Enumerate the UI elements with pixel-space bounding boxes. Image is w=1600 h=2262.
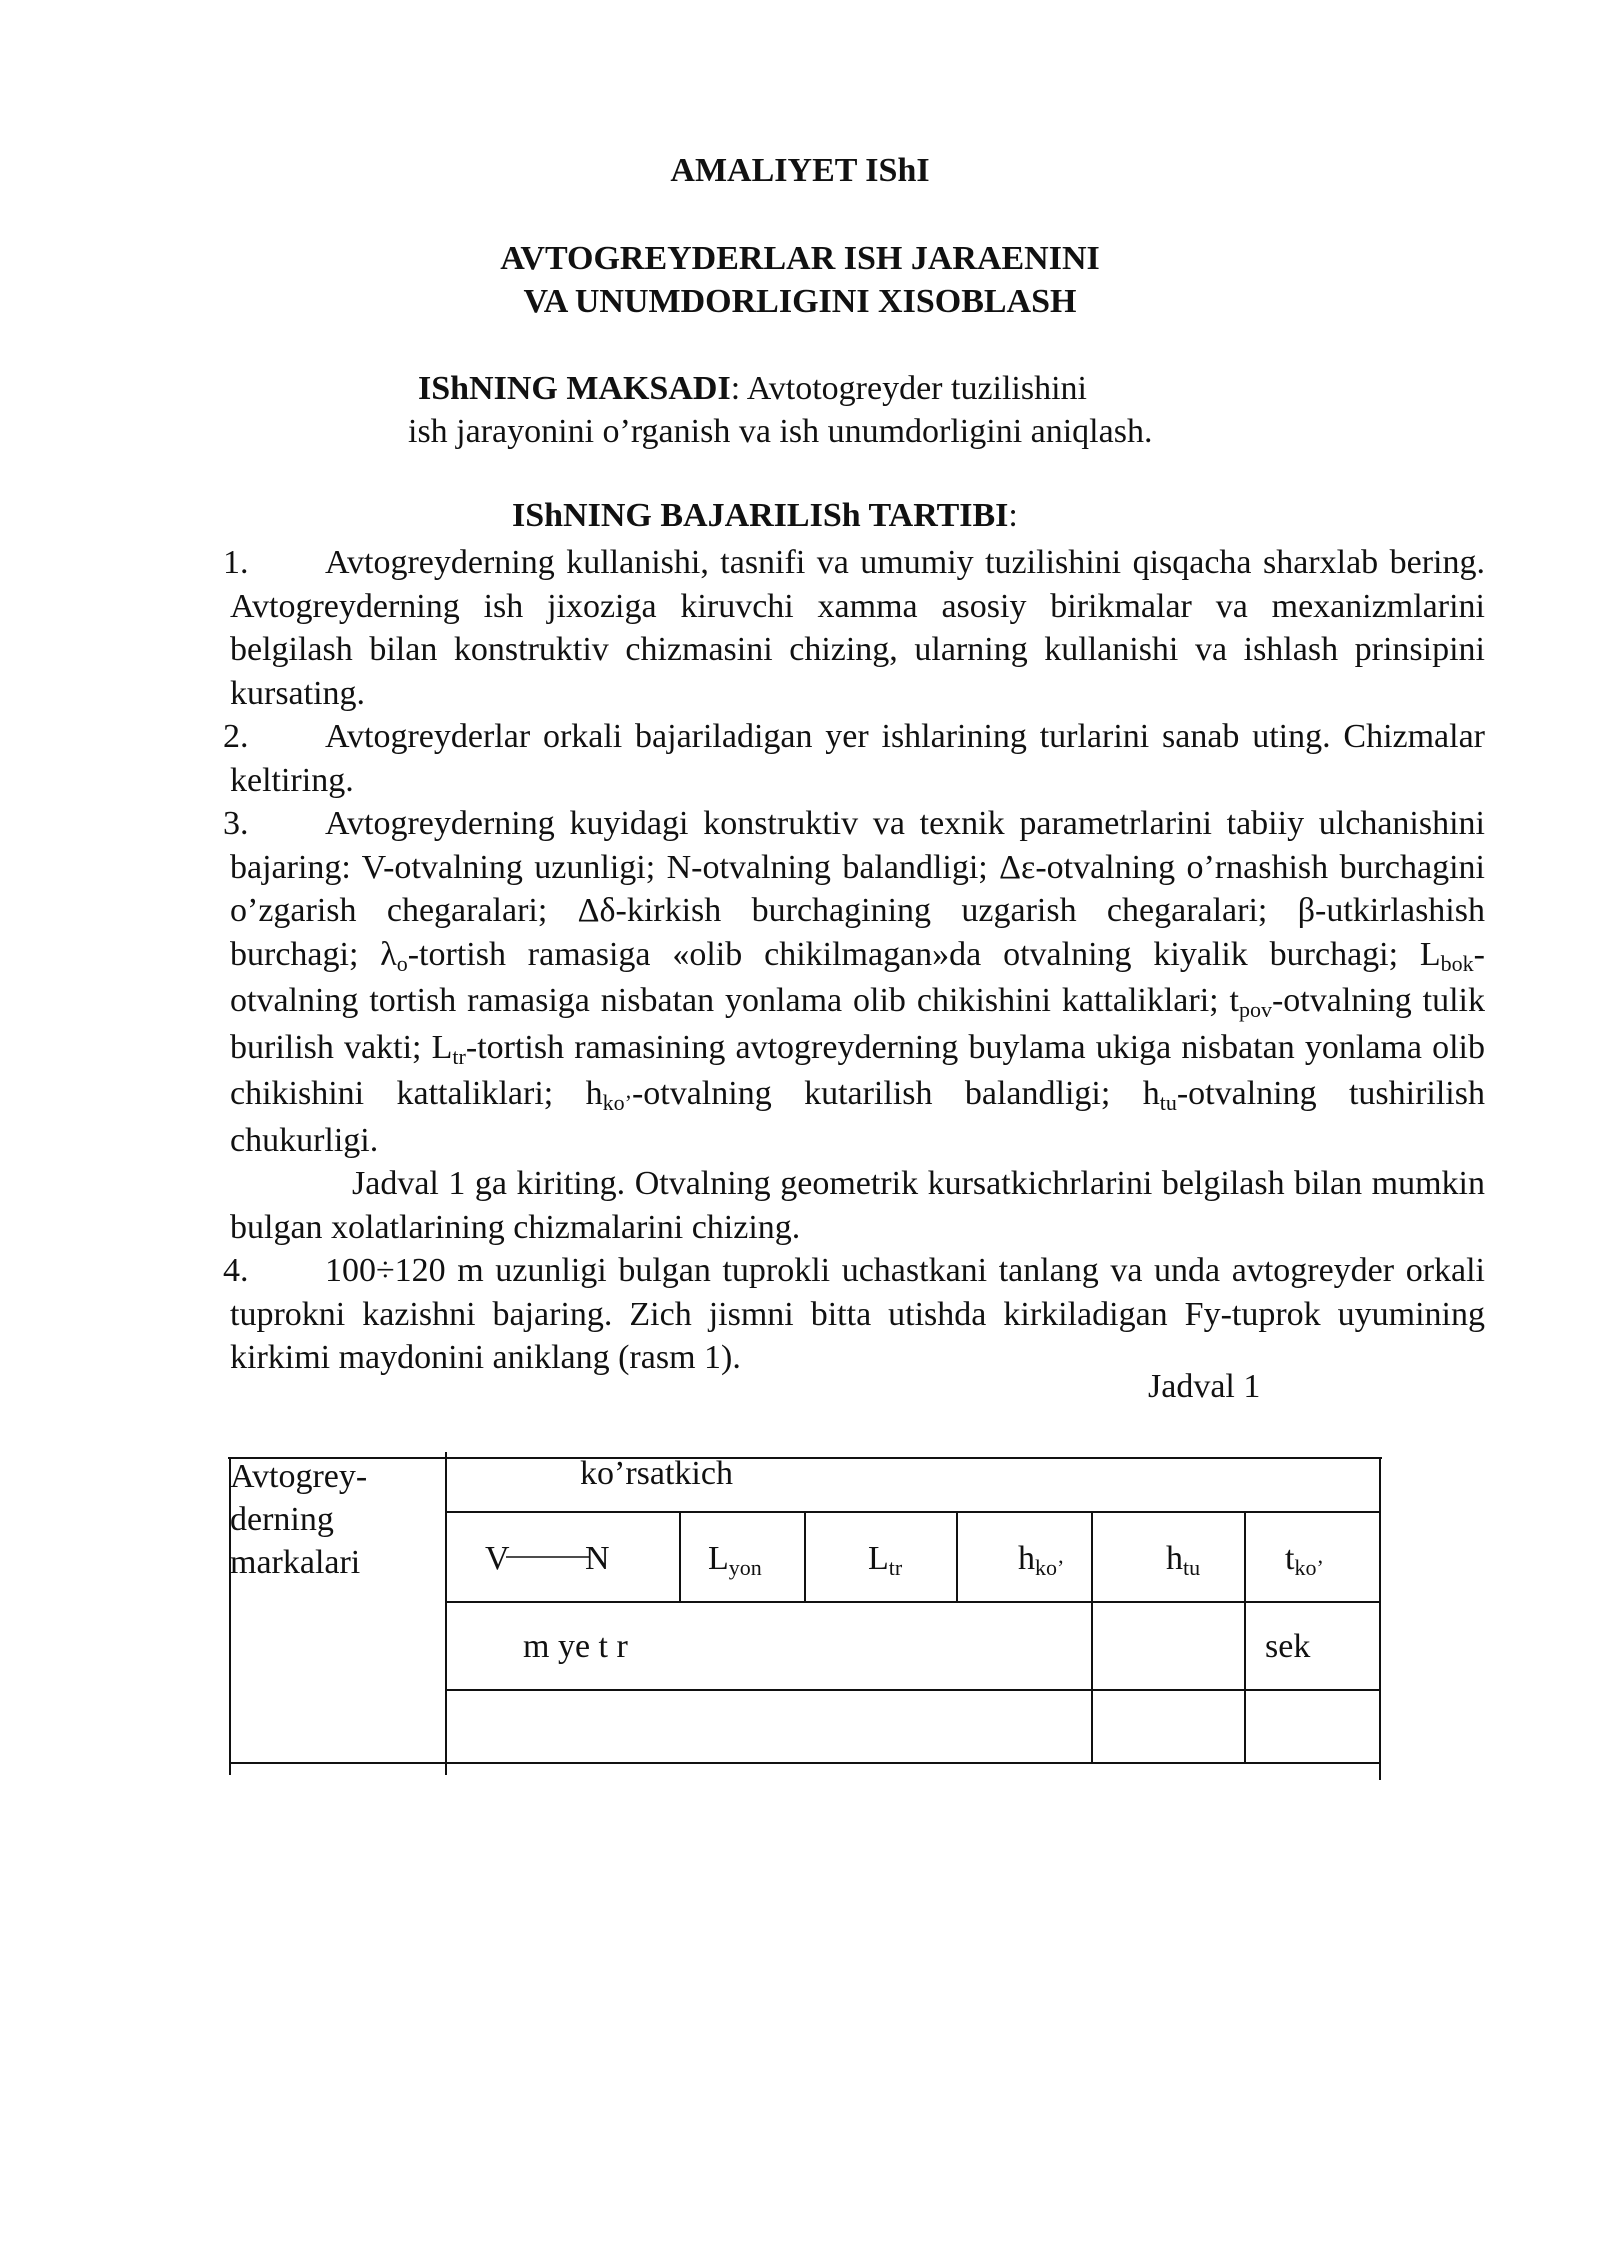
table-col-n: N — [585, 1540, 610, 1577]
goal-label: IShNING MAKSADI — [418, 370, 731, 407]
table-col-v: V — [485, 1540, 510, 1577]
table-col-ltr: Ltr — [868, 1540, 903, 1580]
table-group-header: ko’rsatkich — [580, 1455, 733, 1492]
document-title: AMALIYET IShI — [670, 152, 930, 189]
table-unit-meters: m ye t r — [523, 1628, 628, 1665]
table-col-htu: htu — [1166, 1540, 1201, 1580]
document-subtitle-line1: AVTOGREYDERLAR ISH JARAENINI — [500, 240, 1100, 277]
procedure-item-4: 4. 100÷120 m uzunligi bulgan tuprokli uchastkani tanlang va unda avtogreyder orkali tuprokni kazishni bajaring. Zich jismni bitta utishda kirkiladigan Fy-tuprok uyumining kirkimi maydonini aniklang (rasm 1). — [223, 1252, 1485, 1376]
goal-line2: ish jarayonini o’rganish va ish unumdorligini aniqlash. — [408, 413, 1153, 450]
table-row-header: Avtogrey- derning markalari — [230, 1458, 368, 1581]
table-col-hko: hko’ — [1018, 1540, 1065, 1580]
table-col-tko: tko’ — [1285, 1540, 1324, 1580]
procedure-body — [223, 541, 1485, 1380]
procedure-heading: IShNING BAJARILISh TARTIBI: — [512, 497, 1018, 534]
table-caption: Jadval 1 — [1148, 1368, 1261, 1405]
procedure-item-3: 3. Avtogreyderning kuyidagi konstruktiv va texnik parametrlarini tabiiy ulchanishini bajaring: V-otvalning uzunligi; N-otvalning balandligi; Δε-otvalning o’rnashish burchagini o’zgarish chegaralari; Δδ-kirkish burchagining uzgarish chegaralari; β-utkirlashish burchagi; λo-tortish ramasiga «olib chikilmagan»da otvalning kiyalik burchagi; Lbok-otvalning tortish ramasiga nisbatan yonlama olib chikishini kattaliklari; tpov-otvalning tulik burilish vakti; Ltr-tortish ramasining avtogreyderning buylama ukiga nisbatan yonlama olib chikishini kattaliklari; hko’-otvalning kutarilish balandligi; htu-otvalning tushirilish chukurligi. — [223, 805, 1485, 1159]
table-col-lyon: Lyon — [708, 1540, 762, 1580]
table-unit-seconds: sek — [1265, 1628, 1311, 1665]
goal-line1 — [418, 370, 1087, 408]
table-note: Jadval 1 ga kiriting. Otvalning geometrik kursatkichrlarini belgilash bilan mumkin bulgan xolatlarining chizmalarini chizing. — [230, 1165, 1485, 1246]
goal-text-1: : Avtotogreyder tuzilishini — [730, 370, 1088, 407]
procedure-item-2: 2. Avtogreyderlar orkali bajariladigan yer ishlarining turlarini sanab uting. Chizmalar keltiring. — [223, 718, 1485, 799]
procedure-item-1: 1. Avtogreyderning kullanishi, tasnifi va umumiy tuzilishini qisqacha sharxlab bering. Avtogreyderning ish jixoziga kiruvchi xamma asosiy birikmalar va mexanizmlarini belgilash bilan konstruktiv chizmasini chizing, ularning kullanishi va ishlash prinsipini kursating. — [223, 544, 1485, 712]
document-subtitle-line2: VA UNUMDORLIGINI XISOBLASH — [523, 283, 1077, 320]
